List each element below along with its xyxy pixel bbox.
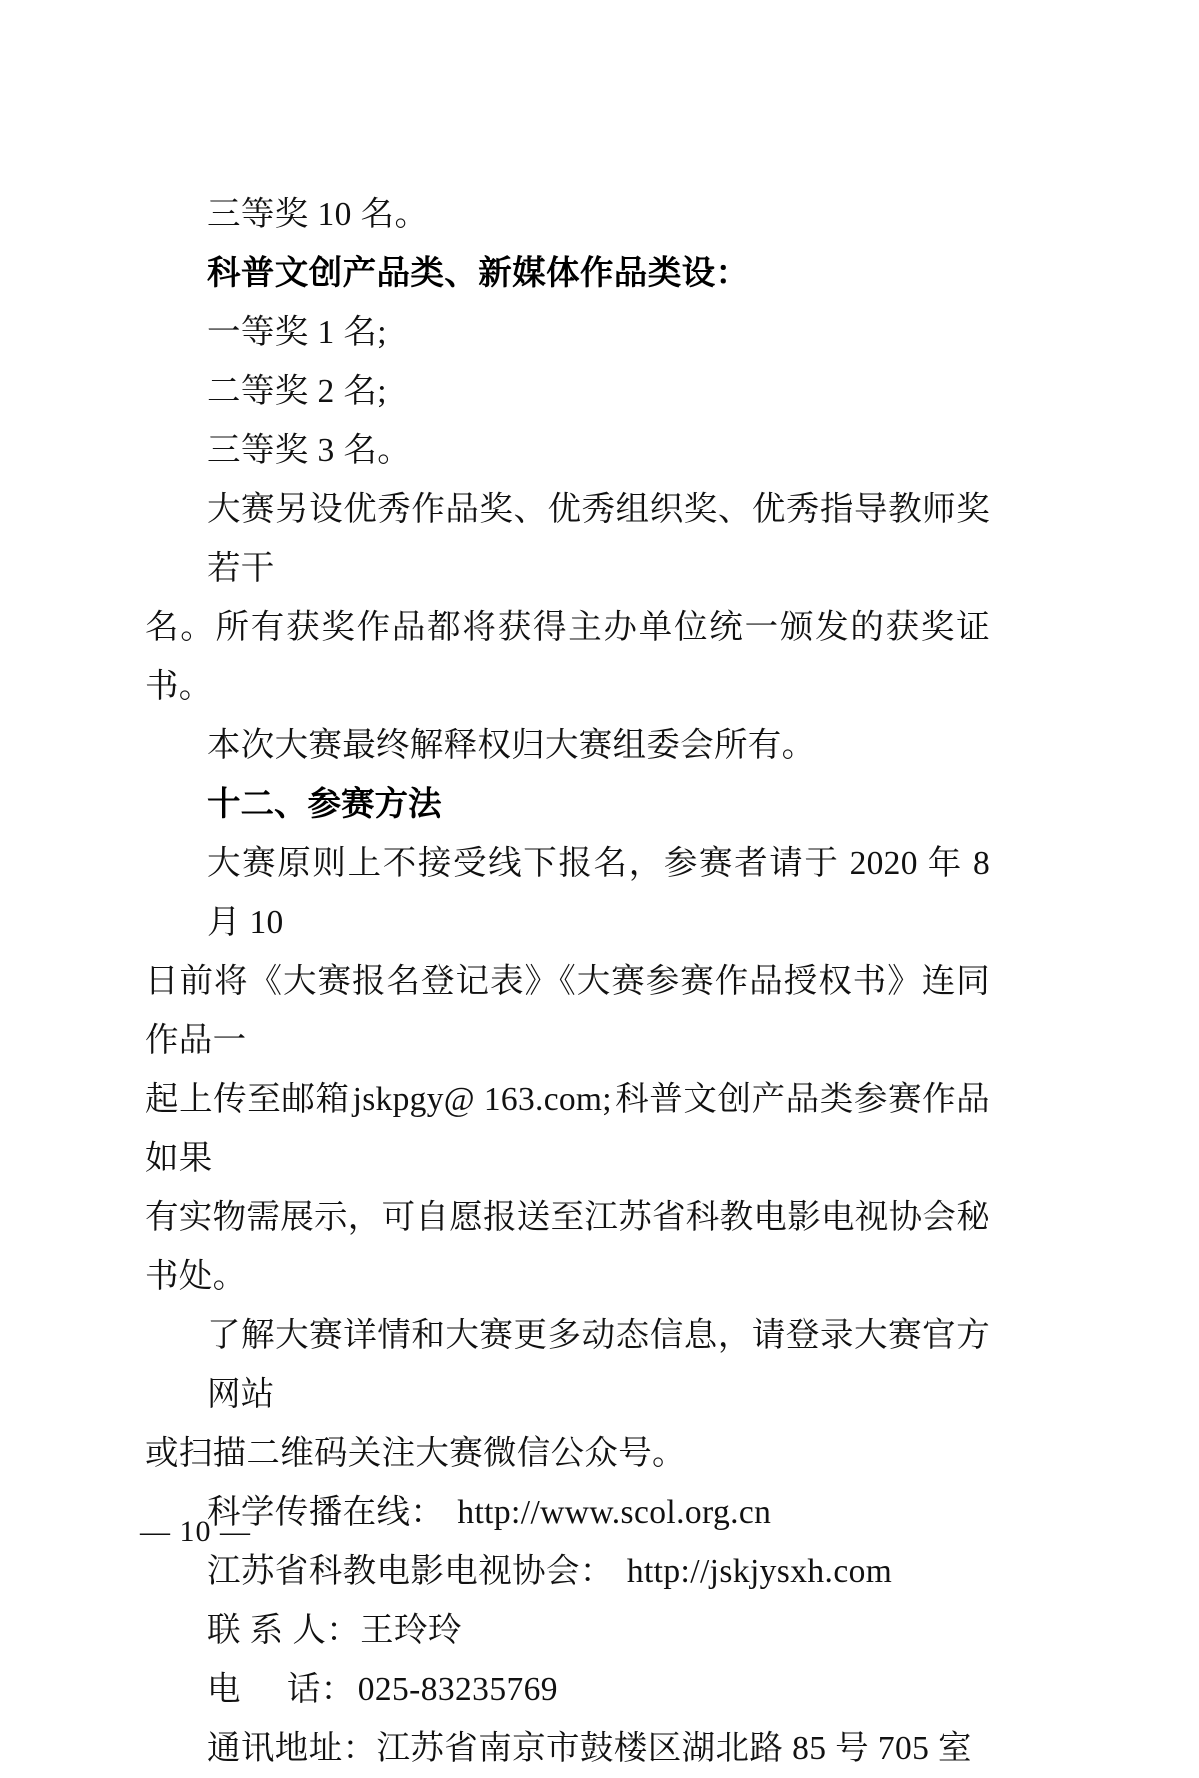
category-awards-heading: 科普文创产品类、新媒体作品类设：	[207, 255, 750, 292]
contest-email-address: jskpgy@ 163.com;	[352, 1081, 612, 1118]
contact-address-label: 通讯地址：	[207, 1730, 377, 1767]
entry-method-line-2: 日前将《大赛报名登记表》《大赛参赛作品授权书》连同作品一	[145, 963, 990, 1059]
contact-address-value: 江苏省南京市鼓楼区湖北路 85 号 705 室	[376, 1730, 972, 1767]
extra-awards-line-2: 名。所有获奖作品都将获得主办单位统一颁发的获奖证书。	[145, 609, 990, 705]
entry-method-line-3	[145, 1070, 990, 1188]
contact-address-line	[145, 1719, 990, 1778]
contact-phone-value: 025-83235769	[357, 1671, 558, 1708]
website-scol-url[interactable]: http://www.scol.org.cn	[457, 1494, 772, 1531]
website-scol-label: 科学传播在线：	[207, 1494, 445, 1531]
more-info-line-1: 了解大赛详情和大赛更多动态信息，请登录大赛官方网站	[207, 1317, 990, 1413]
website-jskjysxh-url[interactable]: http://jskjysxh.com	[626, 1553, 893, 1590]
website-jskjysxh-line	[145, 1542, 990, 1601]
website-scol-line	[145, 1483, 990, 1542]
third-prize-3-line: 三等奖 3 名。	[207, 432, 412, 469]
second-prize-line: 二等奖 2 名;	[207, 373, 388, 410]
first-prize-line: 一等奖 1 名;	[207, 314, 388, 351]
page-number-footer: — 10 —	[140, 1515, 251, 1548]
contact-phone-line	[145, 1660, 990, 1719]
contact-person-value: 王玲玲	[360, 1612, 462, 1649]
contact-person-label: 联 系 人：	[207, 1612, 361, 1649]
more-info-line-2: 或扫描二维码关注大赛微信公众号。	[145, 1435, 686, 1472]
extra-awards-line-1: 大赛另设优秀作品奖、优秀组织奖、优秀指导教师奖若干	[207, 491, 990, 587]
final-interpretation-line: 本次大赛最终解释权归大赛组委会所有。	[207, 727, 816, 764]
entry-method-line-1: 大赛原则上不接受线下报名，参赛者请于 2020 年 8 月 10	[207, 845, 990, 941]
third-prize-10-line: 三等奖 10 名。	[207, 196, 429, 233]
document-body	[145, 185, 990, 1778]
contact-phone-label-part1: 电	[207, 1671, 241, 1708]
website-jskjysxh-label: 江苏省科教电影电视协会：	[207, 1553, 614, 1590]
contact-person-line	[145, 1601, 990, 1660]
section-twelve-heading: 十二、参赛方法	[207, 786, 442, 823]
entry-method-line-4: 有实物需展示，可自愿报送至江苏省科教电影电视协会秘书处。	[145, 1199, 990, 1295]
contact-phone-label-part2: 话：	[286, 1671, 355, 1708]
entry-method-line-3-prefix: 起上传至邮箱	[145, 1081, 350, 1118]
entry-method-line-3-suffix: 科普文创产品类参赛作品如果	[145, 1081, 990, 1177]
